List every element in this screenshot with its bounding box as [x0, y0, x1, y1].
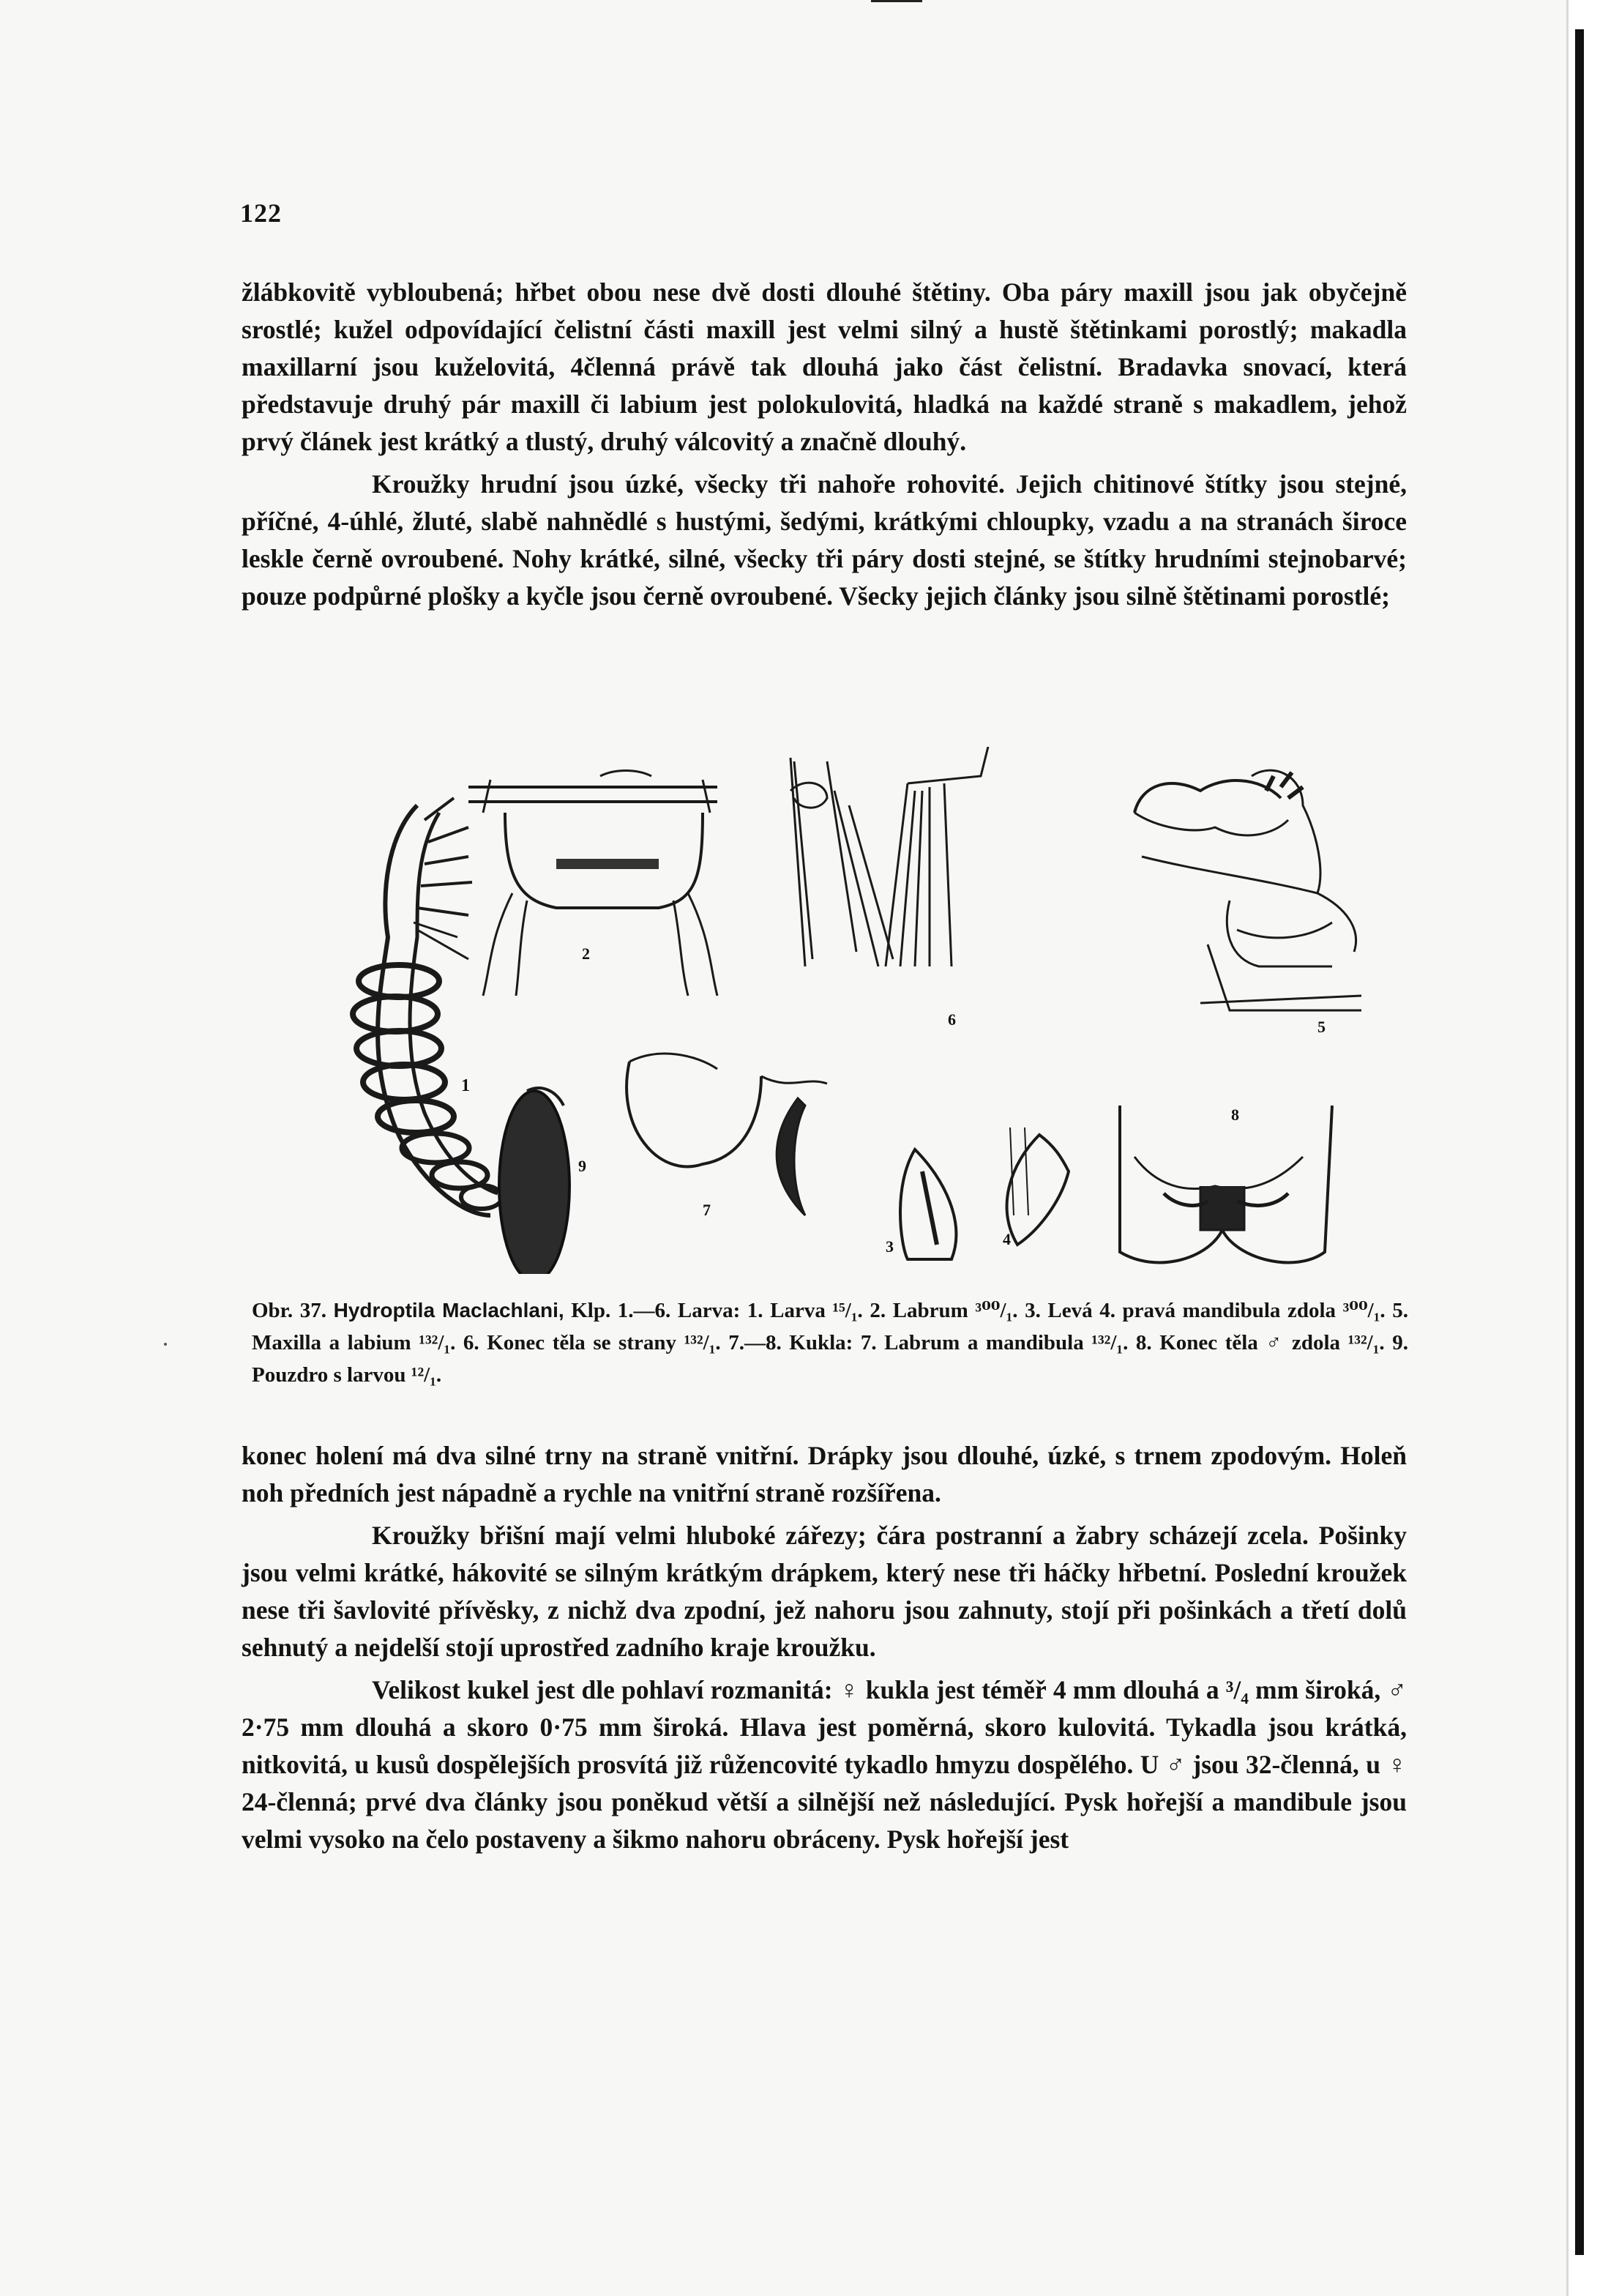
paragraph: Kroužky hrudní jsou úzké, všecky tři nahoře rohovité. Jejich chitinové štítky jsou stejné, příčné, 4-úhlé, žluté, slabě nahnědlé s hustými, šedými, krátkými chloupky, vzadu a na stranách široce leskle černě ovroubené. Nohy krátké, silné, všecky tři páry dosti stejné, se štítky hrudními stejnobarvé; pouze podpůrné plošky a kyčle jsou černě ovroubené. Všecky jejich články jsou silně štětinami porostlé;	[242, 469, 1407, 611]
pupa-body-end-drawing	[1120, 1106, 1332, 1262]
figure-label: 5	[1317, 1018, 1326, 1036]
figure-label: 9	[578, 1157, 586, 1175]
body-text-bottom	[242, 1437, 1407, 1858]
figure-caption	[252, 1294, 1408, 1391]
paragraph: Velikost kukel jest dle pohlaví rozmanitá: ♀ kukla jest téměř 4 mm dlouhá a ³/₄ mm široká, ♂ 2·75 mm dlouhá a skoro 0·75 mm široká. Hlava jest poměrná, skoro kulovitá. Tykadla jsou krátká, nitkovitá, u kusů dospělejších prosvítá již růžencovité tykadlo hmyzu dospělého. U ♂ jsou 32-členná, u ♀ 24-členná; prvé dva články jsou poněkud větší a silnější než následující. Pysk hořejší a mandibule jsou velmi vysoko na čelo postaveny a šikmo nahoru obráceny. Pysk hořejší jest	[242, 1675, 1407, 1854]
paragraph: Kroužky břišní mají velmi hluboké zářezy; čára postranní a žabry scházejí zcela. Pošinky jsou velmi krátké, hákovité se silným krátkým drápkem, který nese tři háčky hřbetní. Poslední kroužek nese tři šavlovité přívěsky, z nichž dva zpodní, jež nahoru jsou zahnuty, stojí při pošinkách a třetí dolů sehnutý a nejdelší stojí uprostřed zadního kraje kroužku.	[242, 1521, 1407, 1662]
maxilla-labium-drawing	[1134, 770, 1361, 1010]
left-mandible-drawing	[900, 1149, 956, 1259]
case-with-larva-drawing	[499, 1088, 569, 1274]
paragraph: konec holení má dva silné trny na straně vnitřní. Drápky jsou dlouhé, úzké, s trnem zpodovým. Holeň noh předních jest nápadně a rychle na vnitřní straně rozšířena.	[242, 1441, 1407, 1507]
figure-label: 3	[886, 1237, 894, 1256]
figure-37-illustrations	[249, 747, 1413, 1274]
larva-drawing	[353, 798, 502, 1215]
pupa-labrum-mandible-drawing	[627, 1054, 827, 1215]
figure-label: 7	[703, 1201, 711, 1219]
labrum-drawing	[468, 771, 717, 996]
caption-prefix: Obr. 37.	[252, 1299, 326, 1322]
body-end-side-drawing	[790, 747, 988, 966]
book-spine-edge	[1575, 29, 1584, 2255]
page-number: 122	[240, 198, 282, 228]
figure-label: 1	[461, 1076, 470, 1095]
paragraph: žlábkovitě vybloubená; hřbet obou nese dvě dosti dlouhé štětiny. Oba páry maxill jsou jak obyčejně srostlé; kužel odpovídající čelistní části maxill jest velmi silný a hustě štětinkami porostlý; makadla maxillarní jsou kuželovitá, 4členná právě tak dlouhá jako část čelistní. Bradavka snovací, která představuje druhý pár maxill či labium jest polokulovitá, hladká na každé straně s makadlem, jehož prvý článek jest krátký a tlustý, druhý válcovitý a značně dlouhý.	[242, 277, 1407, 456]
figure-label: 8	[1231, 1106, 1239, 1124]
figure-label: 6	[948, 1010, 956, 1029]
scan-crop-mark	[871, 0, 922, 2]
body-text-top	[242, 274, 1407, 615]
right-mandible-drawing	[1007, 1128, 1069, 1245]
caption-text: Klp. 1.—6. Larva: 1. Larva ¹⁵/₁. 2. Labrum ³⁰⁰/₁. 3. Levá 4. pravá mandibula zdola ³⁰⁰/₁. 5. Maxilla a labium ¹³²/₁. 6. Konec těla se strany ¹³²/₁. 7.—8. Kukla: 7. Labrum a mandibula ¹³²/₁. 8. Konec těla ♂ zdola ¹³²/₁. 9. Pouzdro s larvou ¹²/₁.	[252, 1299, 1409, 1387]
caption-species-title: Hydroptila Maclachlani,	[333, 1299, 564, 1322]
figure-label: 2	[582, 944, 590, 963]
figure-label: 4	[1003, 1230, 1011, 1248]
scan-artifact	[164, 1343, 167, 1346]
